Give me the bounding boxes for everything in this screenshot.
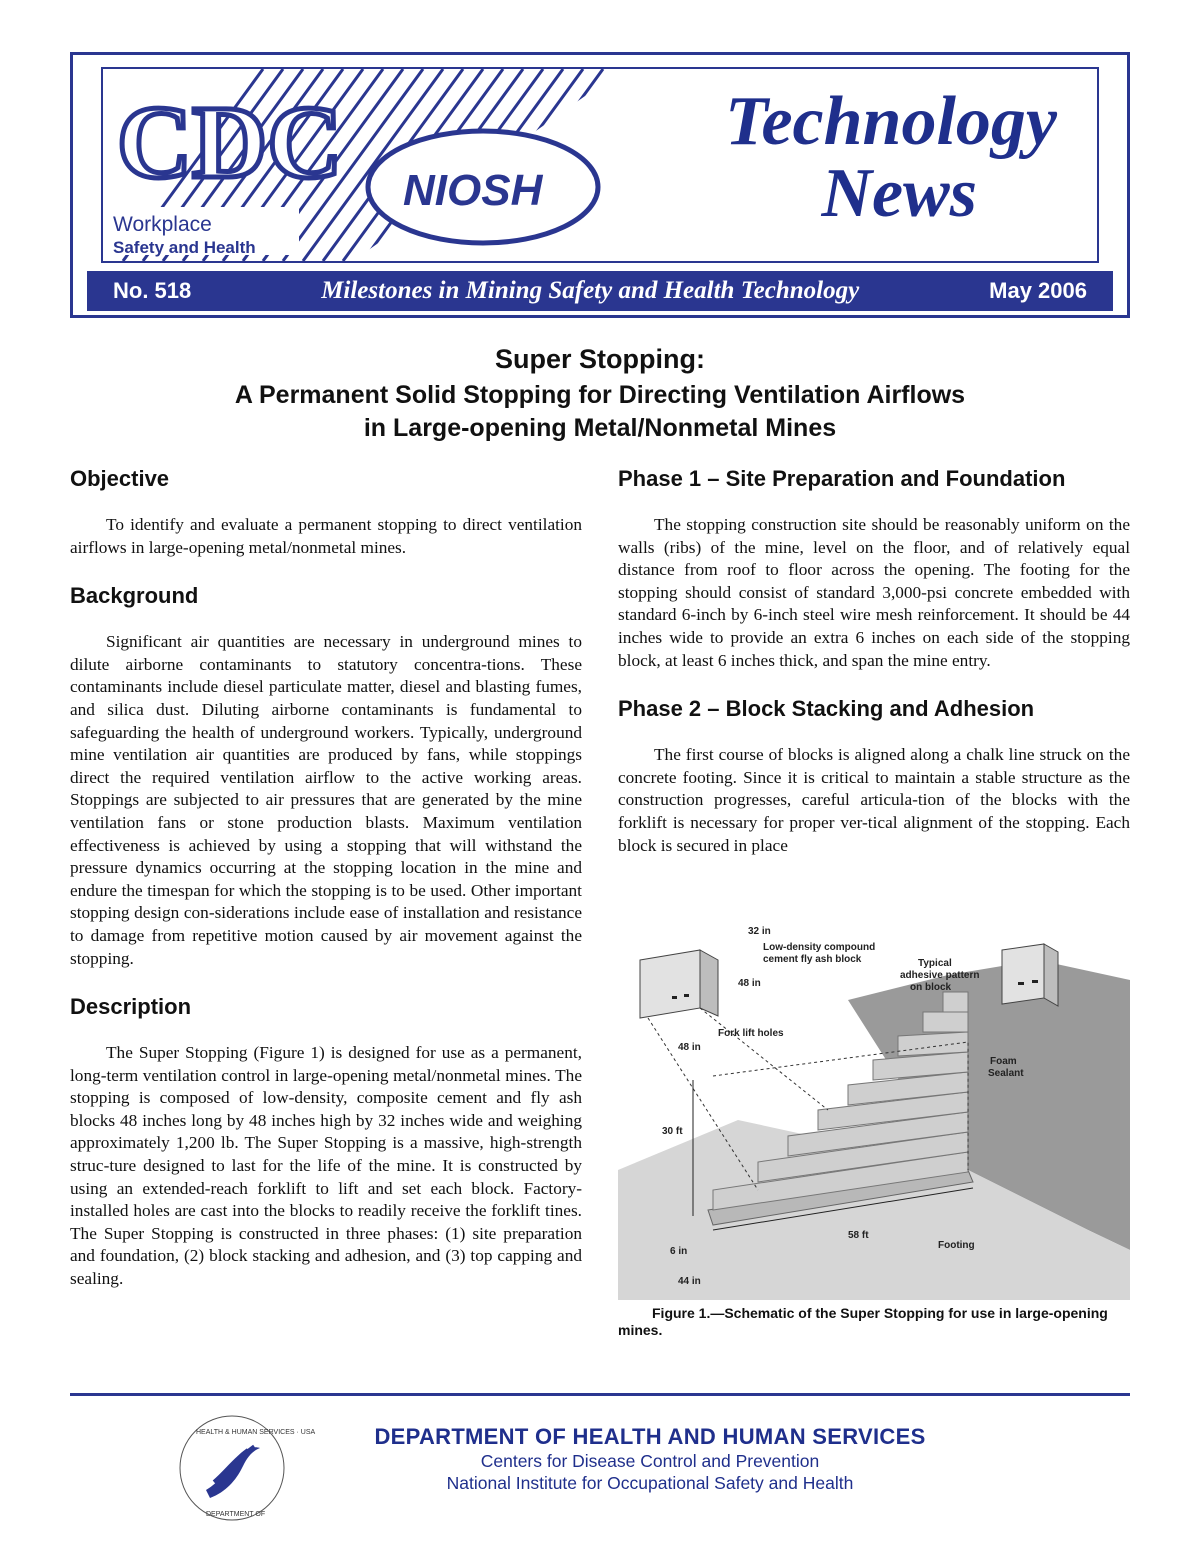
issue-number: No. 518: [113, 278, 192, 303]
seal-text-top: HEALTH & HUMAN SERVICES · USA: [196, 1429, 316, 1436]
document-title: [0, 344, 1200, 445]
label-6in: 6 in: [670, 1246, 688, 1257]
footer-cdc: Centers for Disease Control and Prevention: [480, 1451, 820, 1471]
niosh-text: NIOSH: [403, 166, 543, 215]
label-block-desc1: Low-density compound: [763, 942, 876, 953]
label-adhesive1: Typical: [918, 958, 952, 969]
label-footing: Footing: [938, 1240, 975, 1251]
objective-text: To identify and evaluate a permanent stopping to direct ventilation airflows in large-opening metal/nonmetal mines.: [70, 515, 582, 557]
left-column: [70, 466, 582, 1315]
right-column: [618, 466, 1130, 881]
background-text: Significant air quantities are necessary in underground mines to dilute airborne contaminants to statutory concentra-tions. These contaminants include diesel particulate matter, diesel and blasting fumes, and silica dust. Diluting airborne contaminants is fundamental to safeguarding the health of underground workers. Typically, underground mine ventilation air quantities are produced by fans, while stoppings direct the required ventilation airflow to the active working areas. Stoppings are subjected to air pressures that are generated by the mine ventilation fans or stone production blasts. Maximum ventilation effectiveness is achieved by using a stopping that will withstand the pressure dynamics occurring at the stopping location in the mine and endure the timespan for which the stopping is to be used. Other important stopping design con-siderations include ease of installation and resistance to damage from repetitive motion caused by air movement against the stopping.: [70, 632, 582, 968]
footer-niosh: National Institute for Occupational Safety and Health: [446, 1473, 854, 1493]
cdc-sub1: Workplace: [113, 213, 212, 236]
masthead-title: [597, 83, 1057, 232]
description-heading: Description: [70, 994, 192, 1020]
figure-caption: Figure 1.—Schematic of the Super Stopping for use in large-opening mines.: [618, 1305, 1108, 1338]
masthead-frame: [101, 67, 1099, 263]
objective-heading: Objective: [70, 466, 170, 491]
label-58ft: 58 ft: [848, 1230, 869, 1241]
title-news: News: [821, 155, 977, 232]
title-line-2: A Permanent Solid Stopping for Directing Ventilation Airflows: [234, 381, 966, 409]
label-foam1: Foam: [990, 1056, 1017, 1067]
title-line-3: in Large-opening Metal/Nonmetal Mines: [363, 414, 837, 442]
footer-dept: DEPARTMENT OF HEALTH AND HUMAN SERVICES: [374, 1424, 926, 1449]
title-technology: Technology: [725, 83, 1057, 160]
cdc-sub2: Safety and Health: [113, 238, 256, 257]
label-48in-length: 48 in: [678, 1042, 701, 1053]
label-adhesive3: on block: [910, 982, 952, 993]
adhesive-block: [1002, 944, 1044, 1004]
issue-date: May 2006: [989, 278, 1087, 303]
phase1-text: The stopping construction site should be reasonably uniform on the walls (ribs) of the mine, level on the floor, and of relatively equal distance from roof to floor across the opening. The footing for the stopping should consist of standard 3,000-psi concrete embedded with standard 6-inch by 6-inch steel wire mesh reinforcement. It should be 44 inches wide to provide an extra 6 inches on each side of the stopping block, at least 6 inches thick, and span the mine entry.: [618, 515, 1130, 670]
title-line-1: Super Stopping:: [495, 344, 705, 374]
label-32in: 32 in: [748, 926, 771, 937]
background-heading: Background: [70, 583, 199, 609]
label-foam2: Sealant: [988, 1068, 1024, 1079]
label-fork-holes: Fork lift holes: [718, 1028, 784, 1039]
seal-text-bottom: DEPARTMENT OF: [206, 1511, 266, 1518]
label-block-desc2: cement fly ash block: [763, 954, 862, 965]
label-48in-height: 48 in: [738, 978, 761, 989]
hhs-seal-icon: [176, 1412, 316, 1524]
footer-rule: [70, 1393, 1130, 1396]
phase2-heading: Phase 2 – Block Stacking and Adhesion: [618, 696, 1035, 722]
cdc-logo-text: CDC: [117, 85, 343, 200]
tagline: Milestones in Mining Safety and Health Technology: [321, 277, 860, 304]
label-44in: 44 in: [678, 1276, 701, 1287]
masthead-banner: [87, 271, 1113, 311]
label-adhesive2: adhesive pattern: [900, 970, 980, 981]
super-stopping-schematic: [618, 920, 1130, 1300]
footer-text: [330, 1424, 970, 1494]
block-detail: [640, 950, 700, 1018]
phase2-text: The first course of blocks is aligned along a chalk line struck on the concrete footing. Since it is critical to maintain a stable structure as the construction progresses, careful articula-tion of the blocks with the forklift is necessary for proper ver-tical alignment of the stopping. Each block is secured in place: [618, 745, 1130, 855]
phase1-heading: Phase 1 – Site Preparation and Foundation: [618, 466, 1066, 491]
label-30ft: 30 ft: [662, 1126, 683, 1137]
masthead: [70, 52, 1130, 318]
cdc-niosh-logo: [103, 69, 643, 261]
description-text: The Super Stopping (Figure 1) is designed for use as a permanent, long-term ventilation control in large-opening metal/nonmetal mines. The stopping is composed of low-density, composite cement and fly ash blocks 48 inches long by 48 inches high by 32 inches wide and weighing approximately 1,200 lb. The Super Stopping is a massive, high-strength struc-ture designed to last for the life of the mine. It is constructed by using an extended-reach forklift to lift and set each block. Factory-installed holes are cast into the blocks to readily receive the forklift tines. The Super Stopping is constructed in three phases: (1) site preparation and foundation, (2) block stacking and adhesion, and (3) top capping and sealing.: [70, 1043, 582, 1289]
